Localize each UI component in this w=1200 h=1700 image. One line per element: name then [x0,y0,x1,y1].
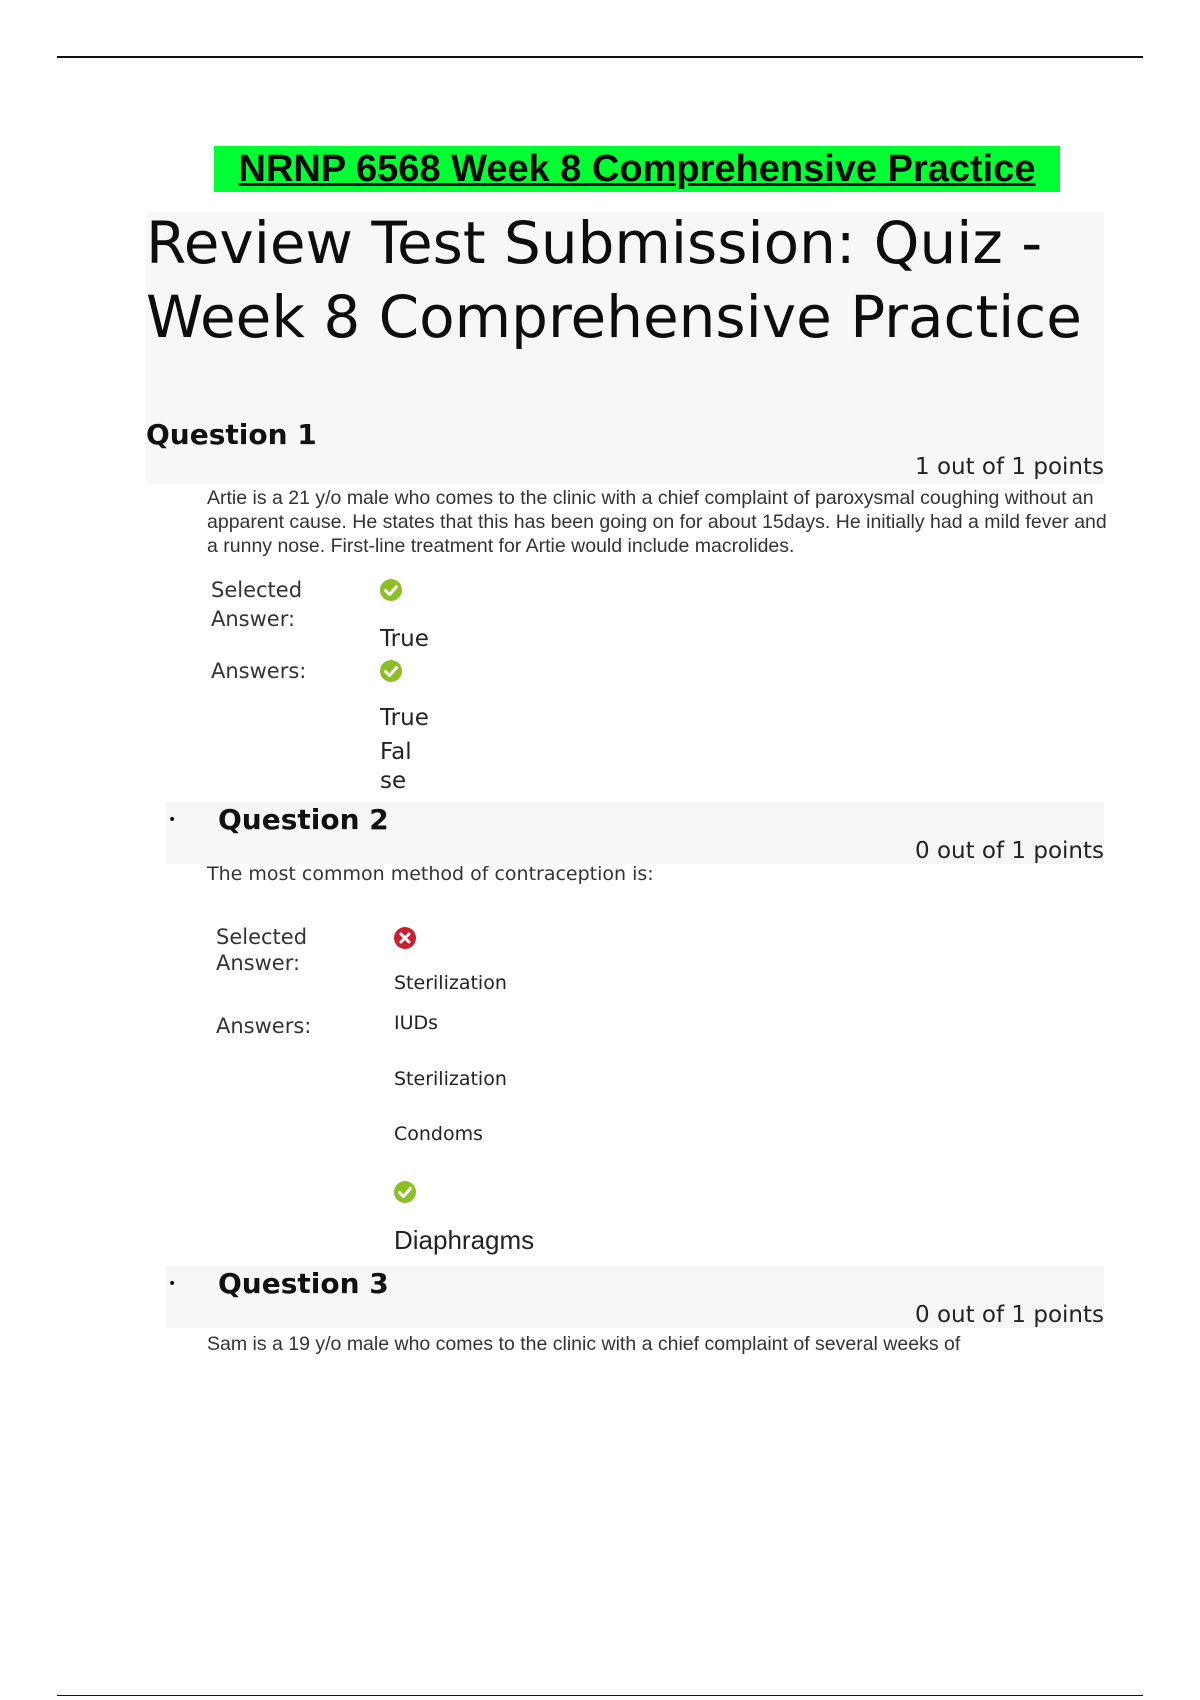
banner-title: NRNP 6568 Week 8 Comprehensive Practice [238,147,1036,190]
question-2-answers-label: Answers: [216,1014,312,1038]
question-2-points: 0 out of 1 points [915,838,1104,864]
question-1-selected-label: Selected Answer: [211,578,303,631]
list-bullet: • [168,812,177,828]
question-2-selected-answer: Sterilization [394,972,507,994]
question-1-heading: Question 1 [146,418,317,451]
check-icon [379,659,403,683]
check-icon [393,1180,417,1204]
answer-option: Sterilization [394,1068,507,1090]
answer-option: True [380,705,429,731]
question-1-selected-answer: True [380,626,429,652]
question-3-text: Sam is a 19 y/o male who comes to the clinic with a chief complaint of several weeks of [207,1333,961,1355]
question-3-heading: Question 3 [218,1267,389,1300]
top-rule [57,56,1143,58]
list-bullet: • [168,1276,177,1292]
document-banner [214,146,1060,192]
question-1-points: 1 out of 1 points [915,454,1104,480]
bottom-rule [57,1695,1143,1696]
answer-option: IUDs [394,1012,439,1034]
answer-option: Condoms [394,1123,484,1145]
question-2-text: The most common method of contraception is: [207,863,654,885]
question-2-selected-label: Selected Answer: [216,925,308,975]
page-title: Review Test Submission: Quiz - Week 8 Comprehensive Practice [146,209,1082,351]
answer-option: Diaphragms [394,1225,535,1255]
check-icon [379,578,403,602]
answer-option: Fal se [380,739,412,794]
question-2-heading: Question 2 [218,803,389,836]
question-1-answers-label: Answers: [211,659,307,683]
question-3-points: 0 out of 1 points [915,1302,1104,1328]
x-icon [393,926,417,950]
question-1-text: Artie is a 21 y/o male who comes to the clinic with a chief complaint of paroxysmal coughing without an apparent cause. He states that this has been going on for about 15days. He initially had a mild fever and a runny nose. First-line treatment for Artie would include macrolides. [207,487,1107,557]
